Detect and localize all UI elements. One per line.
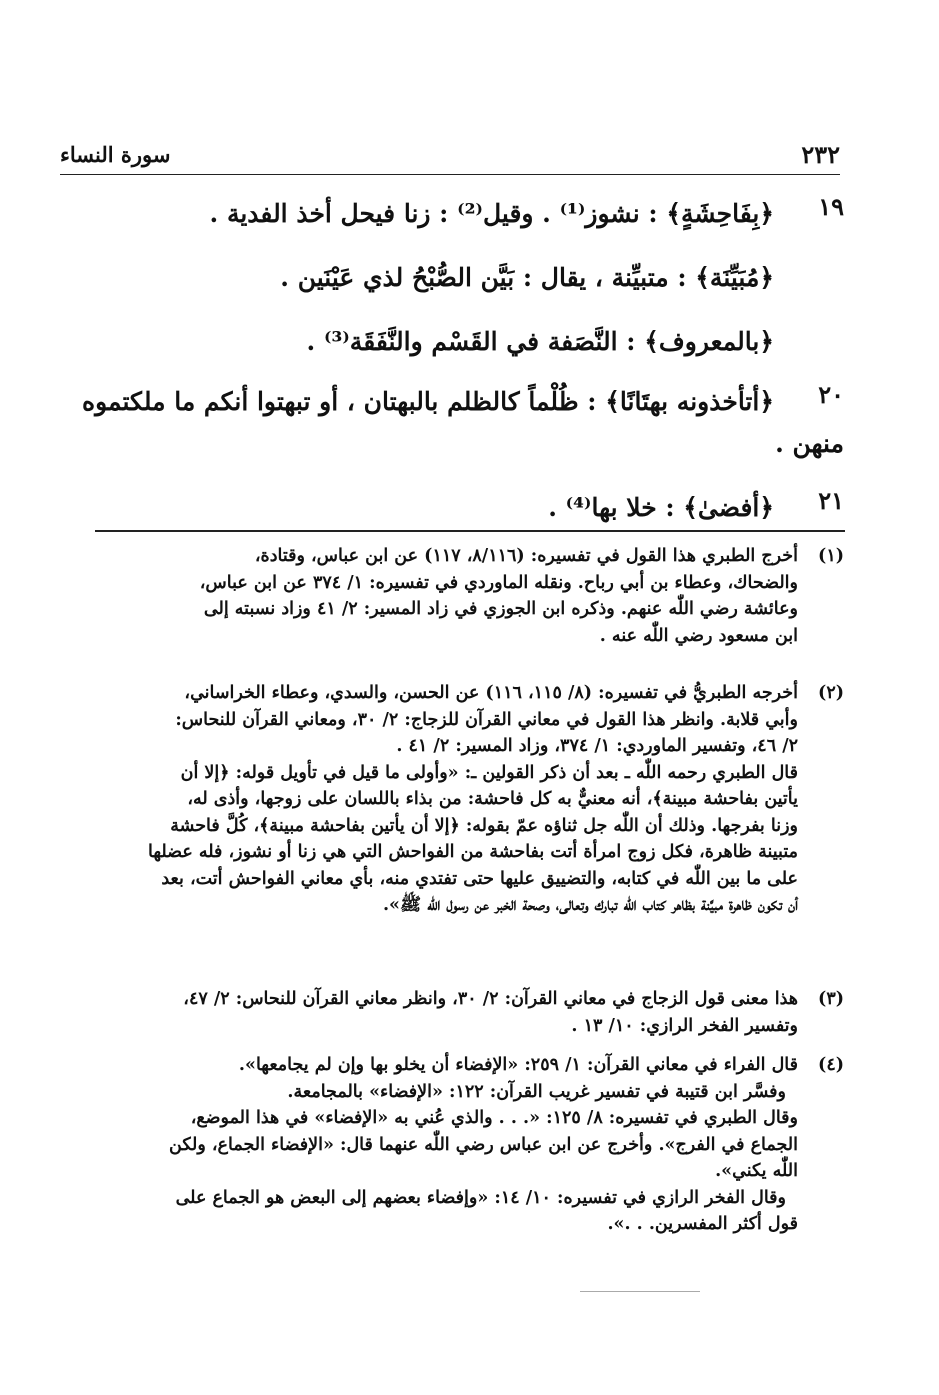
footnote-line: أخرج الطبري هذا القول في تفسيره: (٨/١١٦، ١١٧) عن ابن عباس، وقتادة، — [254, 546, 798, 566]
verse-number: ١٩ — [818, 192, 844, 221]
footnote-line: قال الفراء في معاني القرآن: ١/ ٢٥٩: «الإفضاء أن يخلو بها وإن لم يجامعها». — [238, 1055, 798, 1075]
footnote-line: قول أكثر المفسرين. . .». — [607, 1214, 798, 1234]
footnote-line: ابن مسعود رضي اللّٰه عنه . — [599, 625, 798, 646]
verse-number: ٢٠ — [818, 380, 844, 409]
gloss-entry: ﴿بِفَاحِشَةٍ﴾ : نشوز⁽¹⁾ . وقيل⁽²⁾ : زنا فيحل أخذ الفدية . — [209, 199, 774, 228]
footnote-line: أخرجه الطبريُّ في تفسيره: (٨/ ١١٥، ١١٦) عن الحسن، والسدي، وعطاء الخراساني، — [184, 683, 798, 703]
footnote-4 — [90, 1052, 844, 1238]
footnote-number: (٣) — [818, 989, 844, 1009]
footnote-line: وقال الطبري في تفسيره: ٨/ ١٢٥: «. . . والذي عُني به «الإفضاء» في هذا الموضع، — [190, 1108, 798, 1128]
bottom-rule — [580, 1291, 700, 1292]
footnote-line: وفسَّر ابن قتيبة في تفسير غريب القرآن: ١٢٢: «الإفضاء» بالمجامعة. — [287, 1081, 786, 1102]
footnote-line: يأتين بفاحشة مبينة﴾، أنه معنيٌّ به كل فاحشة: من بذاء باللسان على زوجها، وأذى له، — [187, 789, 798, 809]
surah-title: سورة النساء — [60, 142, 171, 167]
page-number: ٢٣٢ — [801, 140, 840, 169]
gloss-entry: ﴿مُبَيِّنَة﴾ : متبيِّنة ، يقال : بَيَّن الصُّبْحُ لذي عَيْنَين . — [280, 263, 774, 292]
footnote-1 — [90, 543, 844, 649]
footnote-separator — [95, 530, 845, 532]
gloss-entry-continuation: منهن . — [775, 429, 844, 458]
footnote-line: وعائشة رضي اللّٰه عنهم. وذكره ابن الجوزي في زاد المسير: ٢/ ٤١ وزاد نسبته إلى — [203, 599, 798, 619]
gloss-entry: ﴿أفضىٰ﴾ : خلا بها⁽⁴⁾ . — [548, 493, 774, 522]
footnote-line: وتفسير الفخر الرازي: ١٠/ ١٣ . — [571, 1015, 798, 1036]
footnote-line: وقال الفخر الرازي في تفسيره: ١٠/ ١٤: «وإفضاء بعضهم إلى البعض هو الجماع على — [175, 1187, 786, 1208]
gloss-entry: ﴿بالمعروف﴾ : النَّصَفة في القَسْم والنَّفَقَة⁽³⁾ . — [306, 327, 774, 356]
footnote-line: قال الطبري رحمه اللّٰه ـ بعد أن ذكر القولين ـ: «وأولى ما قيل في تأويل قوله: ﴿إلا أن — [180, 762, 798, 783]
gloss-entry: ﴿أتأخذونه بهتَانًا﴾ : ظُلْماً كالظلم بالبهتان ، أو تبهتوا أنكم ما ملكتموه — [82, 387, 774, 416]
footnote-3 — [90, 986, 844, 1039]
verse-number: ٢١ — [818, 486, 844, 515]
footnote-number: (١) — [818, 546, 844, 566]
footnote-number: (٢) — [818, 683, 844, 703]
footnote-line: متبينة ظاهرة، فكل زوج امرأة أتت بفاحشة من الفواحش التي هي زنا أو نشوز، فله عضلها — [147, 842, 798, 862]
footnote-line: وزنا بفرجها. وذلك أن اللّٰه جل ثناؤه عمّ بقوله: ﴿إلا أن يأتين بفاحشة مبينة﴾، كُلَّ فاحشة — [170, 815, 798, 836]
footnote-2 — [90, 680, 844, 919]
footnote-line: على ما بين اللّٰه في كتابه، والتضييق عليها حتى تفتدي منه، بأي معاني الفواحش أتت، بعد — [161, 868, 798, 889]
footnote-line: الجماع في الفرج». وأخرج عن ابن عباس رضي اللّٰه عنهما قال: «الإفضاء الجماع، ولكن — [169, 1134, 798, 1155]
footnote-line: وأبي قلابة. وانظر هذا القول في معاني القرآن للزجاج: ٢/ ٣٠، ومعاني القرآن للنحاس: — [175, 709, 798, 730]
footnote-line: ٢/ ٤٦، وتفسير الماوردي: ١/ ٣٧٤، وزاد المسير: ٢/ ٤١ . — [396, 736, 798, 756]
page-header — [60, 140, 840, 175]
footnote-line: اللّٰه يكني». — [715, 1161, 798, 1181]
footnote-number: (٤) — [818, 1055, 844, 1075]
footnote-line: أن تكون ظاهرة مبيَّنة بظاهر كتاب اللّٰه تبارك وتعالى، وصحة الخبر عن رسول اللّٰه ﷺ». — [382, 895, 798, 915]
footnote-line: والضحاك، وعطاء بن أبي رباح. ونقله الماوردي في تفسيره: ١/ ٣٧٤ عن ابن عباس، — [199, 572, 798, 593]
footnote-line: هذا معنى قول الزجاج في معاني القرآن: ٢/ ٣٠، وانظر معاني القرآن للنحاس: ٢/ ٤٧، — [183, 989, 798, 1009]
